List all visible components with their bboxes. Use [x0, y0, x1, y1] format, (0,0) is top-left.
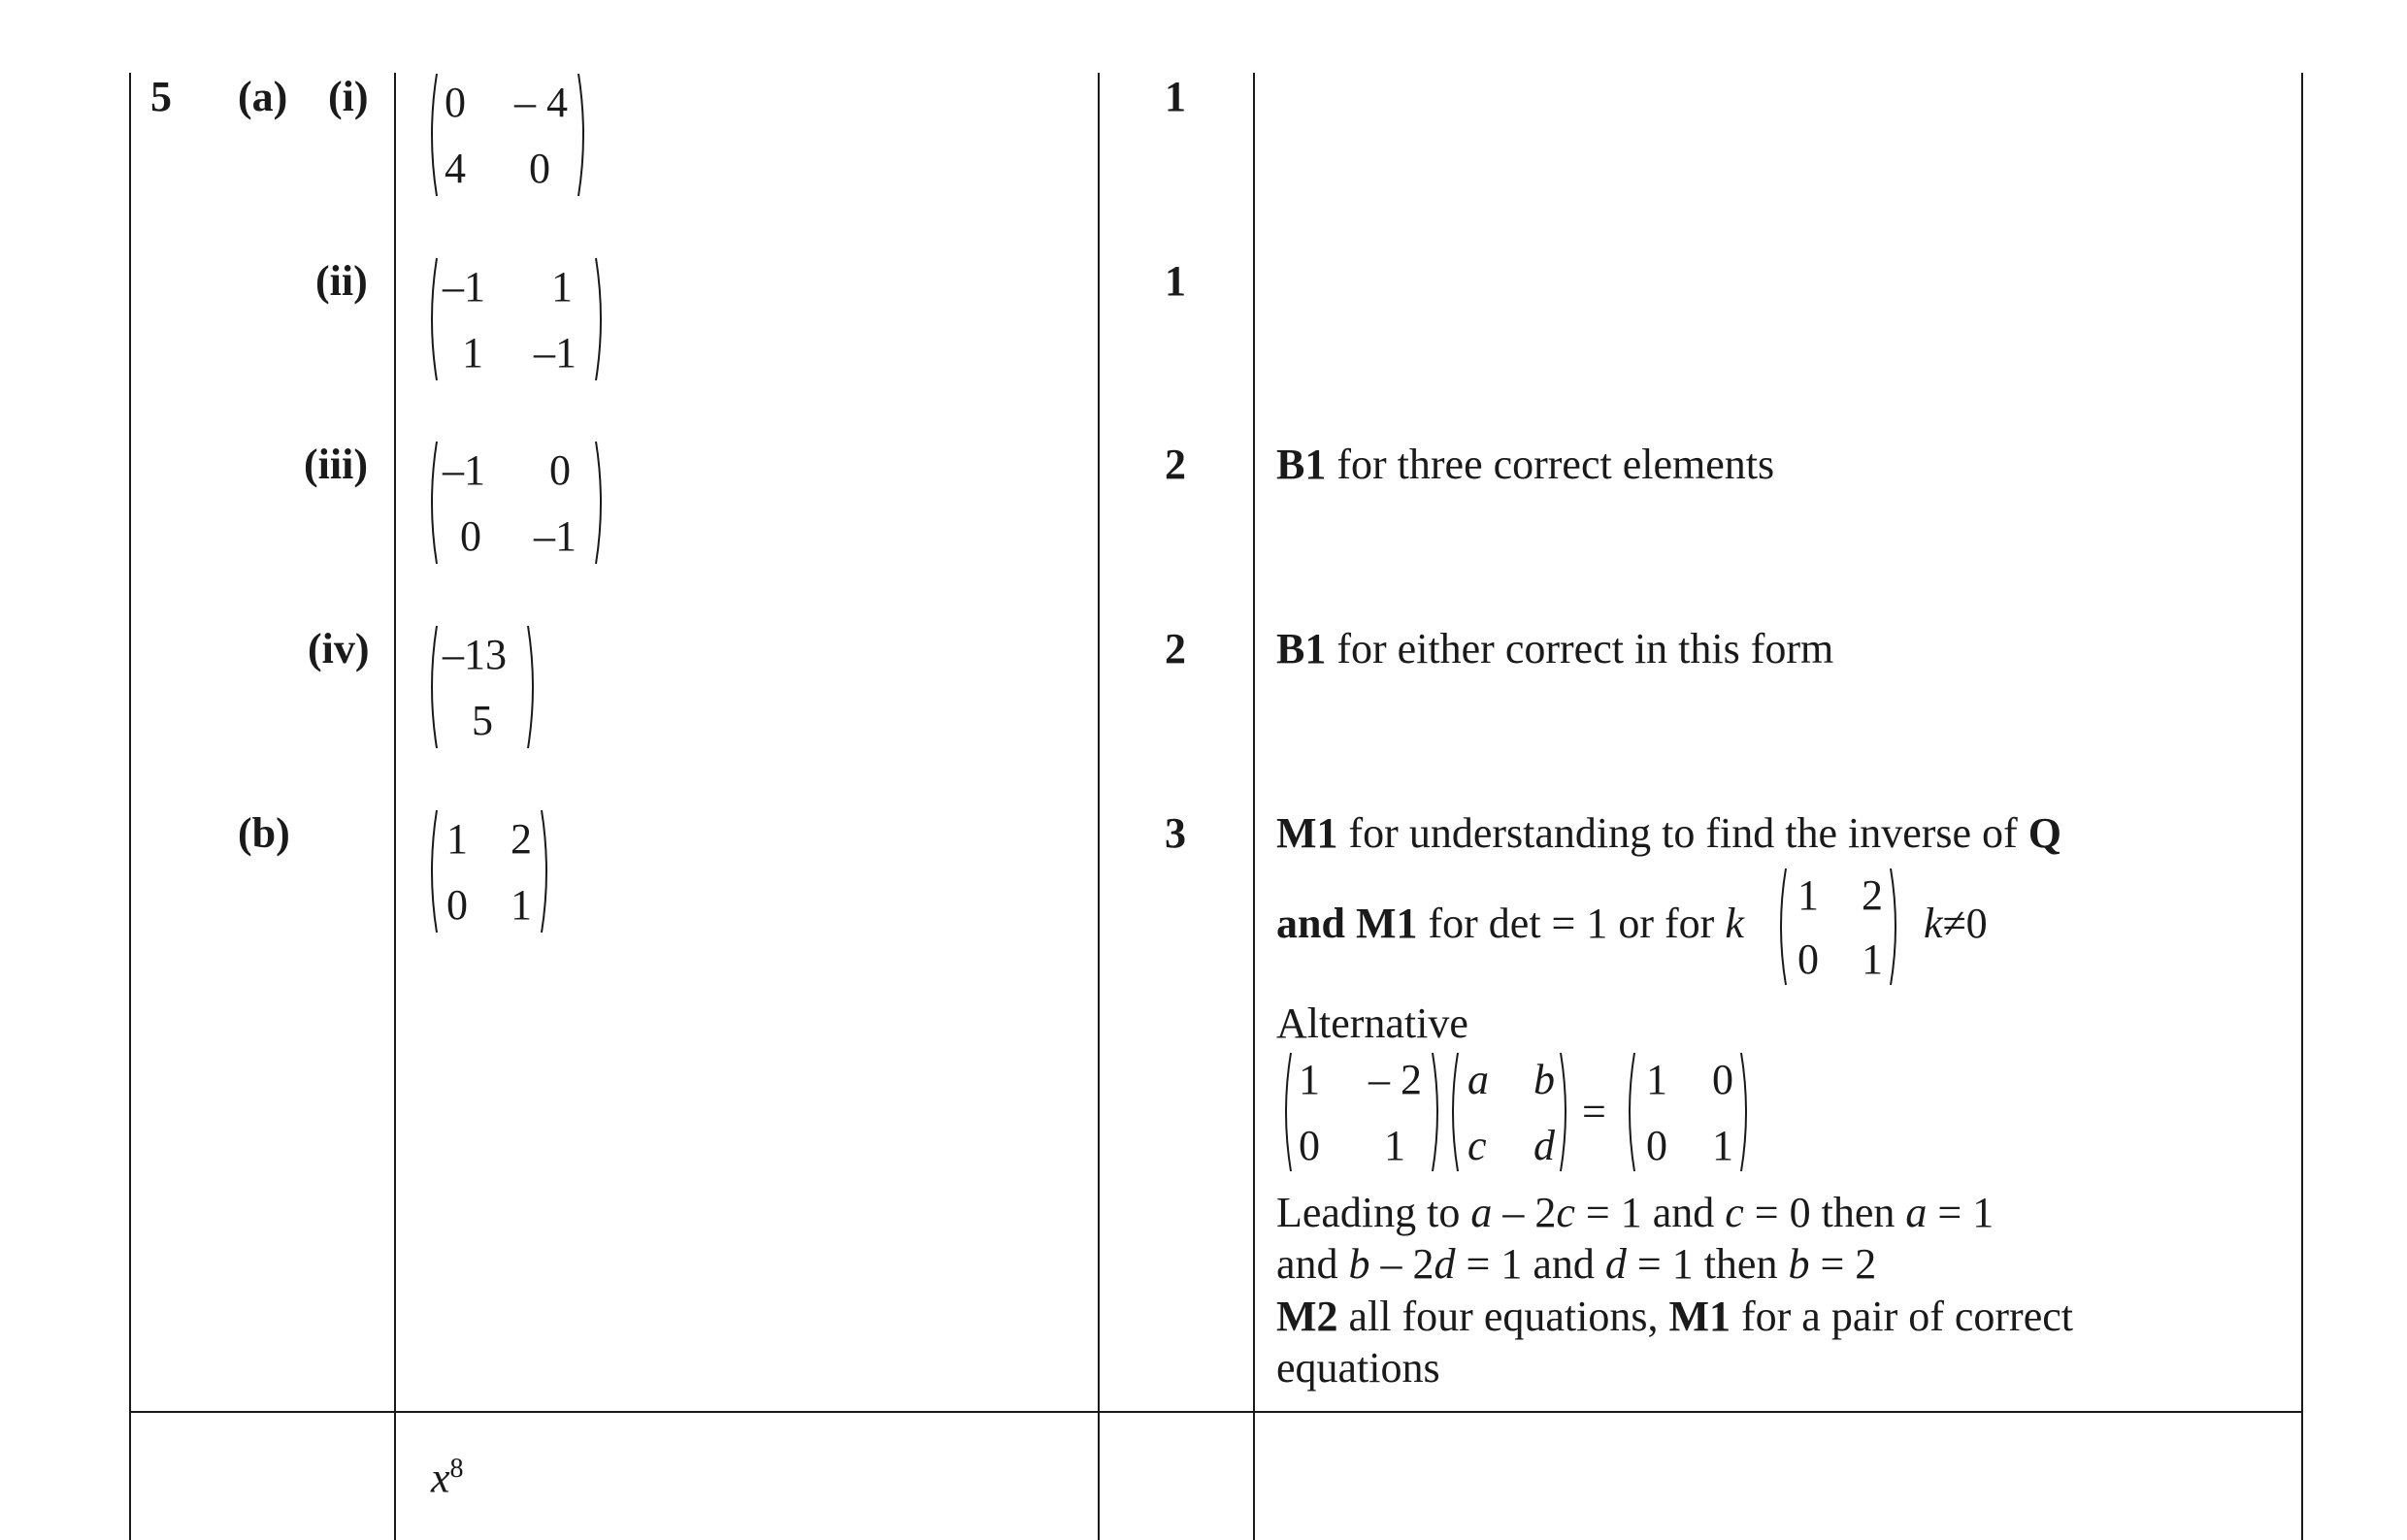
guidance-b-alternative: Alternative [1276, 999, 1468, 1047]
matrix-cell: 0 [1797, 935, 1819, 983]
right-paren-icon [577, 72, 590, 198]
guidance-variable: k [1725, 900, 1744, 947]
marks-i: 1 [1165, 73, 1186, 120]
matrix-cell: –1 [443, 446, 485, 494]
guidance-b-leading-2 [1276, 1240, 1877, 1288]
matrix-cell: c [1467, 1122, 1487, 1169]
next-row-partial-expression [431, 1456, 464, 1500]
alt-matrix-1 [1279, 1051, 1444, 1173]
left-paren-icon [1623, 1051, 1636, 1173]
right-paren-icon [526, 624, 540, 750]
left-paren-icon [425, 624, 439, 750]
part-iii-label: (iii) [304, 441, 368, 488]
matrix-cell: –13 [443, 631, 507, 678]
text: = 1 then [1626, 1240, 1789, 1288]
variable: b [1788, 1240, 1810, 1288]
alt-equals-sign: = [1582, 1088, 1606, 1135]
matrix-cell: 0 [446, 881, 468, 929]
right-paren-icon [594, 256, 608, 382]
marks-iii: 2 [1165, 441, 1186, 488]
marks-ii: 1 [1165, 257, 1186, 305]
guidance-mark-code: M1 [1668, 1293, 1731, 1340]
left-paren-icon [425, 808, 439, 934]
table-border-left [129, 73, 131, 1540]
guidance-iii [1276, 443, 1774, 486]
variable: d [1604, 1240, 1627, 1288]
text: = 1 [1927, 1189, 1995, 1236]
variable: c [1725, 1189, 1744, 1236]
part-iv-label: (iv) [308, 625, 370, 672]
guidance-b-leading-1 [1276, 1189, 1995, 1236]
guidance-text: ≠0 [1942, 900, 1988, 947]
alt-matrix-3 [1623, 1051, 1753, 1173]
text: = 1 and [1574, 1189, 1726, 1236]
guidance-mark-code: M1 [1276, 809, 1338, 857]
left-paren-icon [1446, 1051, 1460, 1173]
left-paren-icon [425, 72, 439, 198]
matrix-cell: 0 [1646, 1122, 1667, 1169]
matrix-cell: d [1533, 1122, 1555, 1169]
guidance-mark-code: M2 [1276, 1293, 1338, 1340]
guidance-mark-code: B1 [1276, 441, 1327, 488]
answer-matrix-iii [425, 440, 608, 566]
text: – 2 [1369, 1240, 1434, 1288]
guidance-iv [1276, 625, 1834, 672]
guidance-b-k-matrix [1774, 867, 1902, 987]
table-divider-label-answer [394, 73, 396, 1540]
text: = 0 then [1743, 1189, 1906, 1236]
alt-matrix-2 [1446, 1051, 1572, 1173]
variable: c [1556, 1189, 1575, 1236]
matrix-cell: 1 [1712, 1122, 1733, 1169]
matrix-cell: –1 [443, 263, 485, 311]
left-paren-icon [1279, 1051, 1293, 1173]
matrix-cell: 1 [1797, 871, 1819, 919]
guidance-b-k-condition [1924, 902, 1988, 945]
matrix-cell: 2 [511, 815, 532, 863]
part-ii-label: (ii) [315, 257, 368, 305]
matrix-cell: a [1467, 1056, 1489, 1103]
question-number: 5 [150, 73, 172, 120]
matrix-cell: 2 [1862, 871, 1883, 919]
matrix-cell: 0 [460, 512, 481, 560]
right-paren-icon [1559, 1051, 1572, 1173]
matrix-cell: 1 [551, 263, 573, 311]
guidance-text: for either correct in this form [1326, 625, 1834, 672]
matrix-cell: 0 [529, 145, 550, 192]
part-b-label: (b) [238, 809, 290, 857]
guidance-text: for a pair of correct [1730, 1293, 2073, 1340]
matrix-cell: –1 [534, 329, 577, 377]
superscript: 8 [449, 1454, 464, 1484]
matrix-cell: – 2 [1368, 1056, 1422, 1103]
variable: x [431, 1454, 450, 1502]
matrix-cell: 5 [472, 697, 493, 744]
answer-vector-iv [425, 624, 540, 750]
text: Leading to [1276, 1189, 1471, 1236]
right-paren-icon [594, 440, 608, 566]
guidance-b-line1 [1276, 809, 2061, 857]
text: = 2 [1809, 1240, 1877, 1288]
guidance-text: for det = 1 or for [1417, 900, 1726, 947]
guidance-matrix-name: Q [2028, 809, 2061, 857]
matrix-cell: 1 [511, 881, 532, 929]
matrix-cell: 1 [1299, 1056, 1320, 1103]
guidance-variable: k [1924, 900, 1943, 947]
guidance-text: all four equations, [1337, 1293, 1669, 1340]
matrix-cell: 1 [446, 815, 468, 863]
answer-matrix-b [425, 808, 553, 934]
matrix-cell: 1 [1862, 935, 1883, 983]
guidance-mark-code: and M1 [1276, 900, 1418, 947]
guidance-b-m2 [1276, 1295, 2073, 1338]
text: – 2 [1492, 1189, 1557, 1236]
marks-iv: 2 [1165, 625, 1186, 672]
right-paren-icon [1431, 1051, 1444, 1173]
part-a-label: (a) [238, 73, 288, 120]
row-separator [129, 1411, 2303, 1413]
text: and [1276, 1240, 1349, 1288]
left-paren-icon [425, 440, 439, 566]
variable: a [1905, 1189, 1928, 1236]
left-paren-icon [1774, 867, 1788, 987]
matrix-cell: 0 [1299, 1122, 1320, 1169]
table-divider-answer-marks [1098, 73, 1100, 1540]
left-paren-icon [425, 256, 439, 382]
right-paren-icon [540, 808, 553, 934]
guidance-text: for understanding to find the inverse of [1337, 809, 2028, 857]
right-paren-icon [1739, 1051, 1753, 1173]
variable: b [1348, 1240, 1370, 1288]
matrix-cell: 1 [462, 329, 483, 377]
matrix-cell: 1 [1384, 1122, 1405, 1169]
matrix-cell: –1 [534, 512, 577, 560]
text: = 1 and [1455, 1240, 1605, 1288]
answer-matrix-ii [425, 256, 608, 382]
guidance-b-m2-line2: equations [1276, 1344, 1440, 1392]
table-border-right [2301, 73, 2303, 1540]
part-i-label: (i) [328, 73, 369, 120]
matrix-cell: b [1533, 1056, 1555, 1103]
variable: a [1470, 1189, 1493, 1236]
guidance-text: for three correct elements [1326, 441, 1775, 488]
table-divider-marks-guidance [1253, 73, 1255, 1540]
matrix-cell: – 4 [514, 79, 568, 126]
matrix-cell: 1 [1646, 1056, 1667, 1103]
answer-matrix-i [425, 72, 590, 198]
matrix-cell: 4 [445, 145, 466, 192]
right-paren-icon [1889, 867, 1902, 987]
matrix-cell: 0 [549, 446, 571, 494]
matrix-cell: 0 [445, 79, 466, 126]
marks-b: 3 [1165, 809, 1186, 857]
guidance-b-line2 [1276, 902, 1744, 945]
guidance-mark-code: B1 [1276, 625, 1327, 672]
matrix-cell: 0 [1712, 1056, 1733, 1103]
variable: d [1434, 1240, 1456, 1288]
